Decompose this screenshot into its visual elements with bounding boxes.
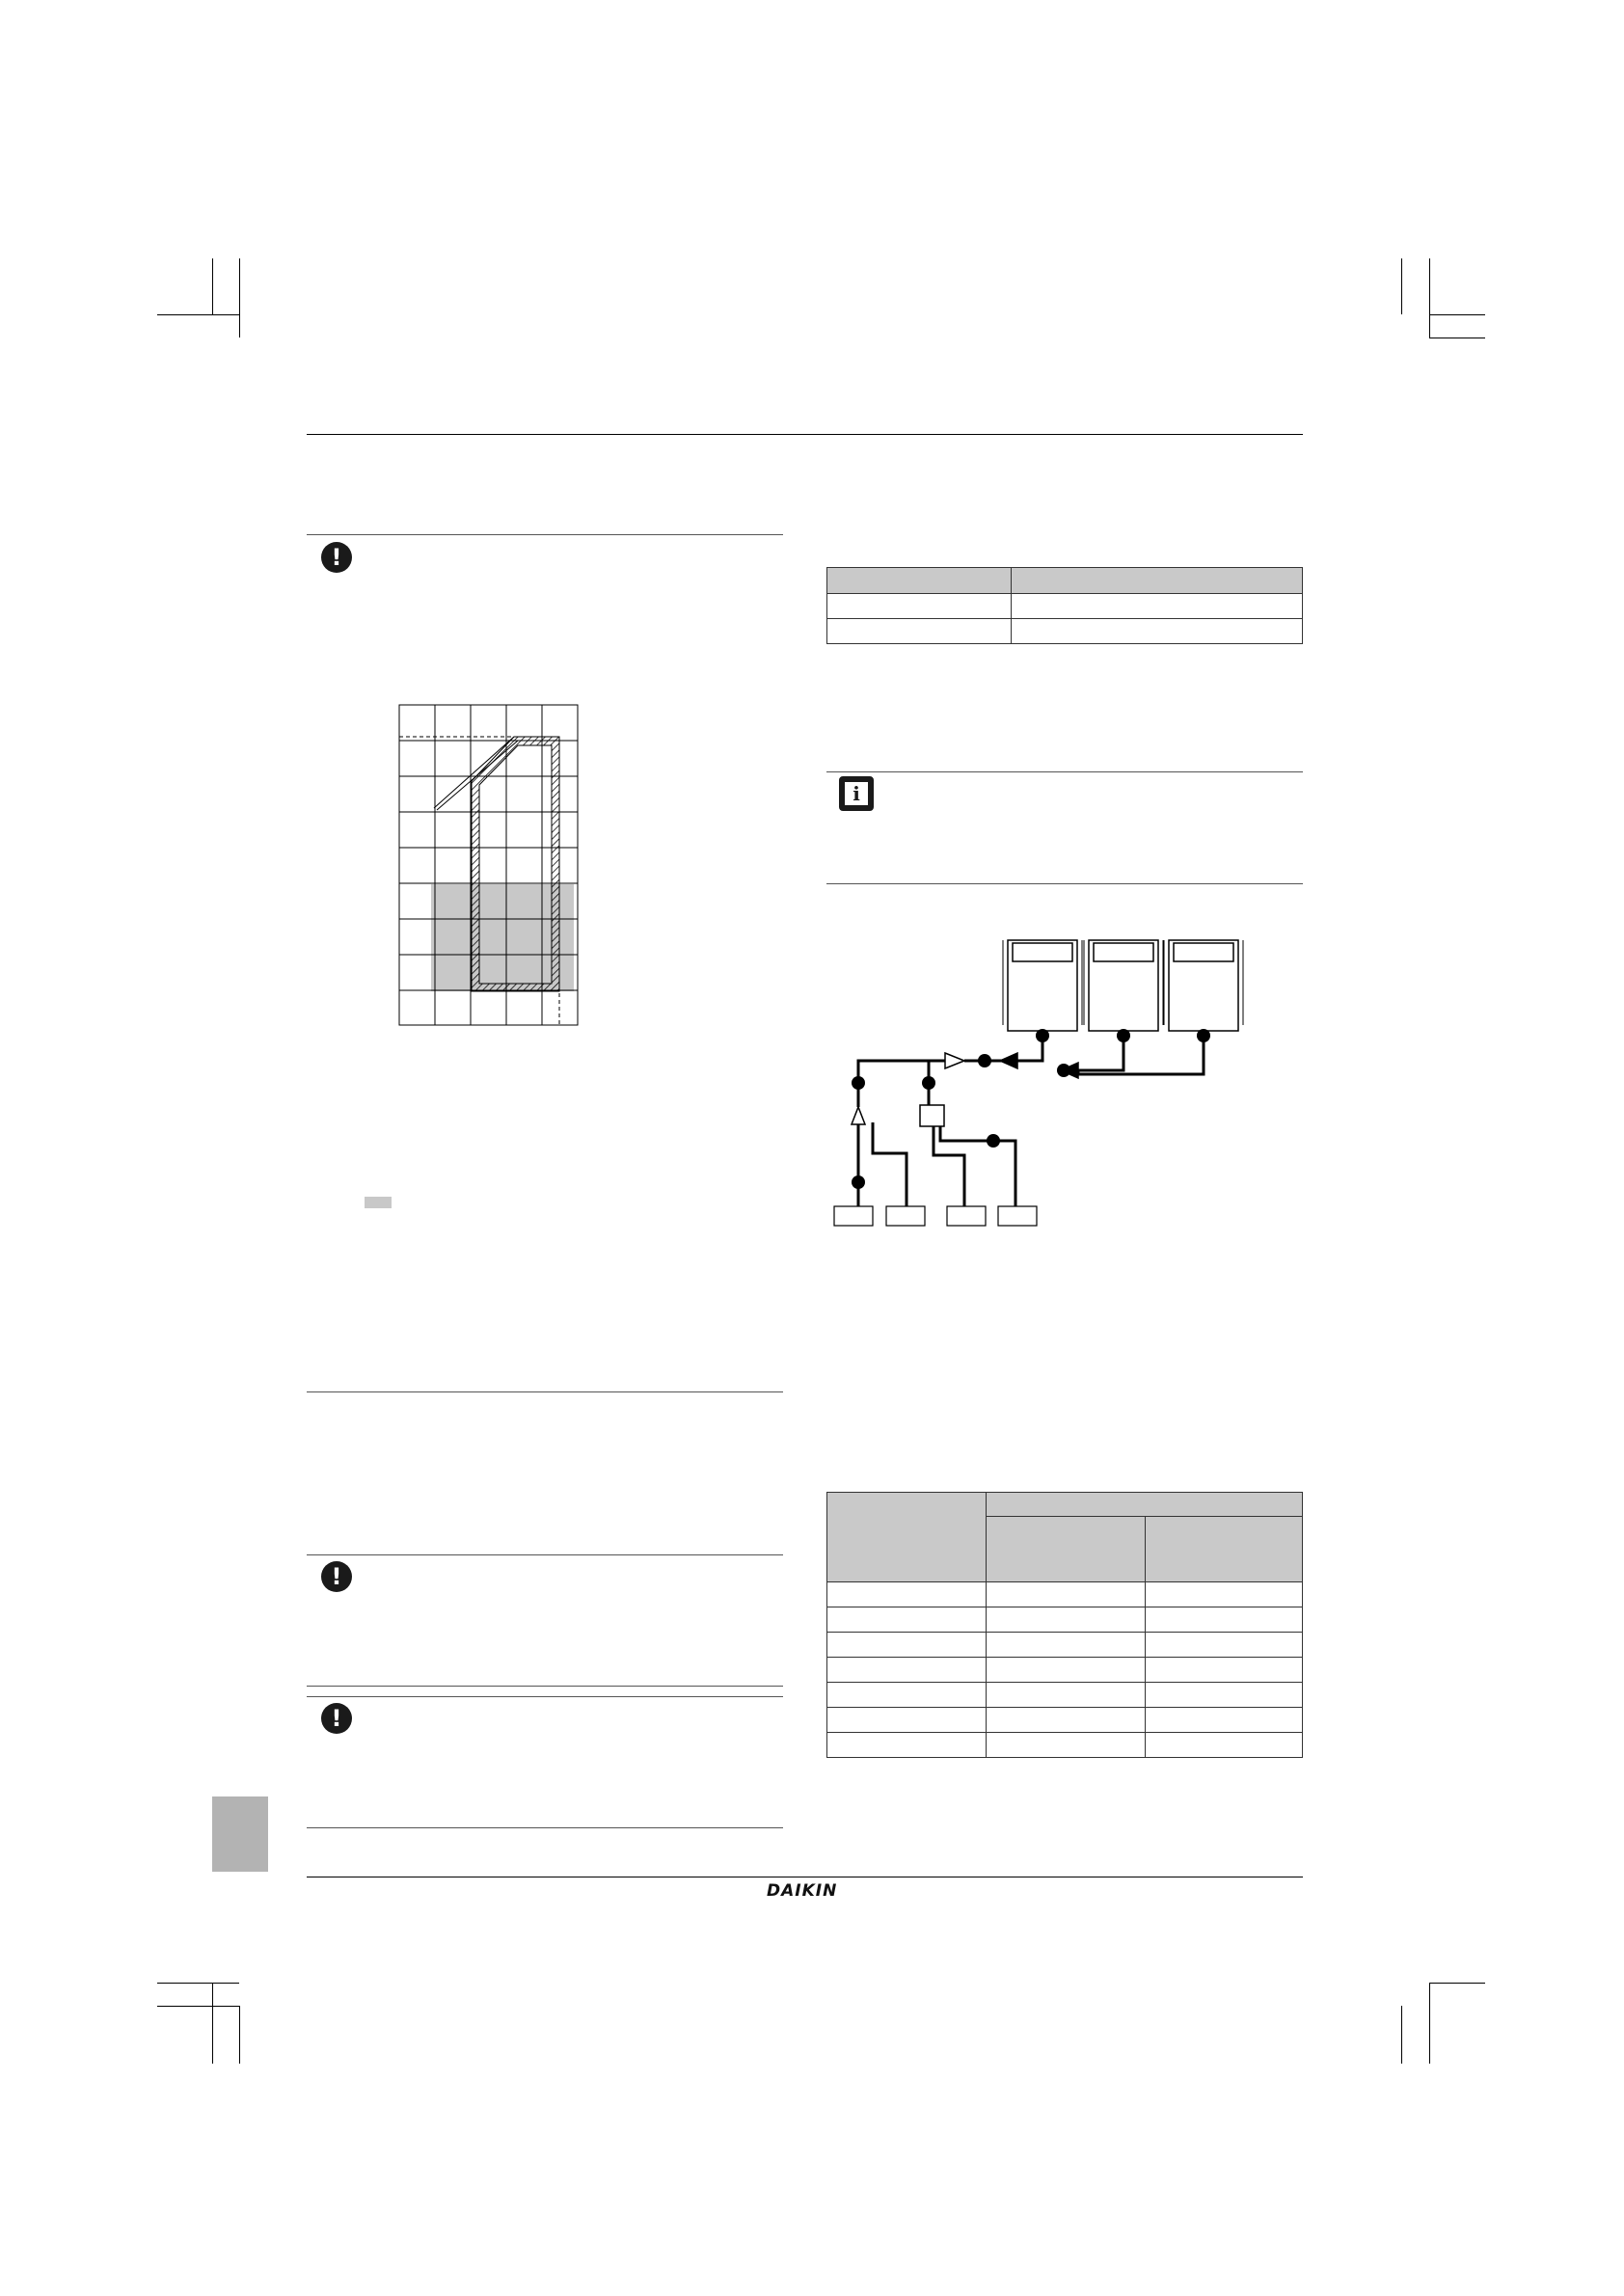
table-cell xyxy=(827,619,1012,644)
table-header-cell xyxy=(827,1493,987,1582)
table-header-cell xyxy=(1146,1517,1303,1582)
table-cell xyxy=(827,1658,987,1683)
table-cell xyxy=(987,1658,1146,1683)
exclamation-icon: ! xyxy=(321,1561,352,1592)
piping-diagram xyxy=(825,933,1268,1228)
table-cell xyxy=(1146,1607,1303,1633)
table-cell xyxy=(827,1708,987,1733)
outdoor-unit xyxy=(1164,940,1243,1031)
notice-rule-top xyxy=(307,1696,783,1697)
table-cell xyxy=(987,1683,1146,1708)
header-rule xyxy=(307,434,1303,435)
table-cell xyxy=(987,1708,1146,1733)
table-cell xyxy=(987,1582,1146,1607)
table-cell xyxy=(987,1607,1146,1633)
table-cell xyxy=(827,1733,987,1758)
table-cell xyxy=(1146,1582,1303,1607)
table-cell xyxy=(1012,594,1303,619)
notice-rule-bottom xyxy=(307,1686,783,1687)
table-cell xyxy=(1146,1633,1303,1658)
table-cell xyxy=(1146,1658,1303,1683)
section-rule xyxy=(307,1391,783,1392)
exclamation-icon: ! xyxy=(321,542,352,573)
table-cell xyxy=(1146,1683,1303,1708)
outdoor-unit xyxy=(1084,940,1163,1031)
spec-table-small xyxy=(826,567,1303,644)
spec-table-large xyxy=(826,1492,1303,1758)
notice-rule-top xyxy=(307,1554,783,1555)
info-rule-bottom xyxy=(826,883,1303,884)
notice-rule-top xyxy=(307,534,783,535)
refnet-joints xyxy=(852,1053,1078,1126)
table-cell xyxy=(987,1633,1146,1658)
indoor-units xyxy=(834,1206,1037,1226)
table-header-cell xyxy=(987,1517,1146,1582)
daikin-logo: DAIKIN xyxy=(767,1881,838,1901)
chapter-side-tab xyxy=(212,1796,268,1872)
table-cell xyxy=(1146,1733,1303,1758)
exclamation-icon: ! xyxy=(321,1703,352,1734)
pipes xyxy=(858,1031,1204,1206)
table-cell xyxy=(827,1683,987,1708)
info-rule-top xyxy=(826,771,1303,772)
legend-swatch-shaded xyxy=(365,1197,392,1208)
table-cell xyxy=(1012,619,1303,644)
table-header-cell xyxy=(987,1493,1303,1517)
table-cell xyxy=(987,1733,1146,1758)
table-header-cell xyxy=(1012,568,1303,594)
notice-rule-bottom xyxy=(307,1827,783,1828)
table-cell xyxy=(827,1607,987,1633)
table-cell xyxy=(827,1582,987,1607)
outdoor-units xyxy=(1003,940,1243,1031)
info-icon: i xyxy=(839,776,874,811)
table-cell xyxy=(827,1633,987,1658)
operation-range-figure xyxy=(395,702,582,1028)
table-cell xyxy=(827,594,1012,619)
outdoor-unit xyxy=(1003,940,1082,1031)
table-header-cell xyxy=(827,568,1012,594)
table-cell xyxy=(1146,1708,1303,1733)
